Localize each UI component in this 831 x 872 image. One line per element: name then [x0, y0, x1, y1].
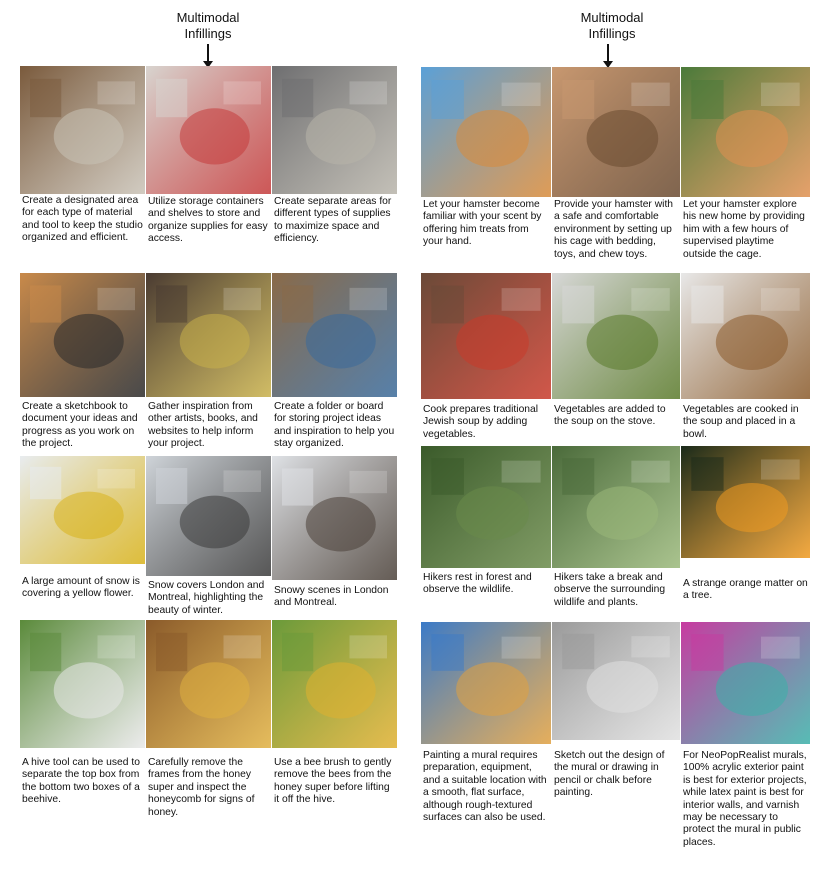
- studio-image: [20, 66, 145, 194]
- hikers-walk-caption: Hikers take a break and observe the surrounding wildlife and plants.: [554, 572, 666, 608]
- hive-image: [20, 620, 145, 748]
- cabinet-caption: Create separate areas for different types of supplies to maximize space and efficiency.: [274, 196, 392, 245]
- left-arrow-icon: [207, 44, 209, 62]
- sketchbook-caption: Create a sketchbook to document your ideas and progress as you work on the project.: [22, 401, 138, 450]
- snow-flower-image: [20, 456, 145, 564]
- hikers-rest-caption: Hikers rest in forest and observe the wildlife.: [423, 572, 532, 596]
- bee-brush-caption: Use a bee brush to gently remove the bees from the honey super before lifting it off the hive.: [274, 757, 392, 806]
- board-image: [272, 273, 397, 397]
- mural-paint-image: [421, 622, 551, 744]
- honeycomb-caption: Carefully remove the frames from the honey super and inspect the honeycomb for signs of honey.: [148, 757, 255, 818]
- soup-stove-image: [552, 273, 680, 399]
- cabinet-image: [272, 66, 397, 194]
- mural-sketch-image: [552, 622, 680, 740]
- right-header: Multimodal Infillings: [580, 10, 644, 41]
- soup-pot-caption: Cook prepares traditional Jewish soup by adding vegetables.: [423, 404, 539, 440]
- mural-wall-caption: For NeoPopRealist murals, 100% acrylic exterior paint is best for exterior projects, while latex paint is best for interior walls, and varnish may be necessary to protect the mural in public places.: [683, 750, 807, 848]
- left-header: Multimodal Infillings: [176, 10, 240, 41]
- hamster-cage-image: [552, 67, 680, 197]
- soup-bowl-image: [681, 273, 810, 399]
- hamster-log-caption: Let your hamster explore his new home by providing him with a few hours of supervised playtime outside the cage.: [683, 199, 805, 260]
- bookshelf-caption: Gather inspiration from other artists, books, and websites to help inform your project.: [148, 401, 258, 450]
- mural-wall-image: [681, 622, 810, 744]
- soup-pot-image: [421, 273, 551, 399]
- hamster-hand-caption: Let your hamster become familiar with your scent by offering him treats from your hand.: [423, 199, 542, 248]
- soup-stove-caption: Vegetables are added to the soup on the stove.: [554, 404, 666, 428]
- orange-matter-image: [681, 446, 810, 558]
- sketchbook-image: [20, 273, 145, 397]
- shelves-image: [146, 66, 271, 194]
- mural-paint-caption: Painting a mural requires preparation, equipment, and a suitable location with a smooth, flat surface, although rough-textured surfaces can also be used.: [423, 750, 547, 824]
- hikers-rest-image: [421, 446, 551, 568]
- soup-bowl-caption: Vegetables are cooked in the soup and placed in a bowl.: [683, 404, 799, 440]
- snow-tower-caption: Snowy scenes in London and Montreal.: [274, 585, 389, 609]
- honeycomb-image: [146, 620, 271, 748]
- studio-caption: Create a designated area for each type of material and tool to keep the studio organized and efficient.: [22, 195, 143, 244]
- snow-street-image: [146, 456, 271, 576]
- board-caption: Create a folder or board for storing project ideas and inspiration to help you stay organized.: [274, 401, 395, 450]
- hikers-walk-image: [552, 446, 680, 568]
- bookshelf-image: [146, 273, 271, 397]
- snow-street-caption: Snow covers London and Montreal, highlighting the beauty of winter.: [148, 580, 265, 616]
- snow-flower-caption: A large amount of snow is covering a yellow flower.: [22, 576, 140, 600]
- right-arrow-icon: [607, 44, 609, 62]
- hamster-cage-caption: Provide your hamster with a safe and comfortable environment by setting up his cage with bedding, toys, and chew toys.: [554, 199, 674, 260]
- hive-caption: A hive tool can be used to separate the top box from the bottom two boxes of a beehive.: [22, 757, 140, 806]
- snow-tower-image: [272, 456, 397, 580]
- orange-matter-caption: A strange orange matter on a tree.: [683, 578, 808, 602]
- bee-brush-image: [272, 620, 397, 748]
- hamster-hand-image: [421, 67, 551, 197]
- shelves-caption: Utilize storage containers and shelves to store and organize supplies for easy access.: [148, 196, 268, 245]
- mural-sketch-caption: Sketch out the design of the mural or drawing in pencil or chalk before painting.: [554, 750, 665, 799]
- hamster-log-image: [681, 67, 810, 197]
